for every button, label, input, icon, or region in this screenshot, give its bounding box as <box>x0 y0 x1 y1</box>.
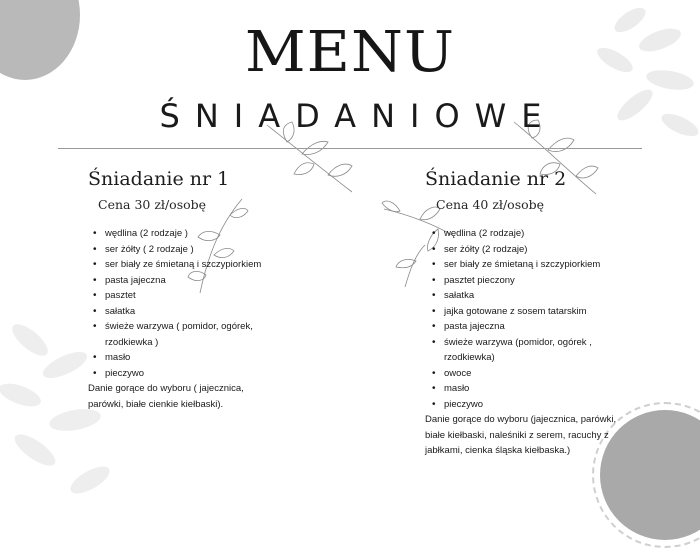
menu-item-list <box>431 226 631 412</box>
menu-section-title: Śniadanie nr 2 <box>425 168 567 190</box>
menu-subtitle: ŚNIADANIOWE <box>159 97 557 135</box>
breakfast-menu-1 <box>88 166 338 412</box>
menu-item-list <box>92 226 287 381</box>
list-item: • owoce <box>431 366 631 382</box>
price-label: Cena 30 zł/osobę <box>98 197 207 212</box>
list-item: • ser żółty ( 2 rodzaje ) <box>92 242 287 258</box>
list-item: • pasta jajeczna <box>431 319 631 335</box>
list-item: • pasztet pieczony <box>431 273 631 289</box>
list-item: • masło <box>431 381 631 397</box>
breakfast-menu-2 <box>425 166 665 459</box>
hot-dish-note: Danie gorące do wyboru (jajecznica, parówki, białe kiełbaski, naleśniki z serem, racuchy z jabłkami, cienka śląska kiełbaska.) <box>425 414 617 456</box>
price-label: Cena 40 zł/osobę <box>436 197 545 212</box>
list-item: • wędlina (2 rodzaje) <box>431 226 631 242</box>
list-item: • ser biały ze śmietaną i szczypiorkiem <box>92 257 287 273</box>
list-item: • sałatka <box>431 288 631 304</box>
list-item: • pieczywo <box>431 397 631 413</box>
hot-dish-note: Danie gorące do wyboru ( jajecznica, parówki, białe cienkie kiełbaski). <box>88 383 244 410</box>
list-item: • świeże warzywa (pomidor, ogórek , rzodkiewka) <box>431 335 631 366</box>
list-item: • ser żółty (2 rodzaje) <box>431 242 631 258</box>
list-item: • masło <box>92 350 287 366</box>
list-item: • wędlina (2 rodzaje ) <box>92 226 287 242</box>
list-item: • pasztet <box>92 288 287 304</box>
list-item: • pieczywo <box>92 366 287 382</box>
list-item: • pasta jajeczna <box>92 273 287 289</box>
list-item: • świeże warzywa ( pomidor, ogórek, rzodkiewka ) <box>92 319 287 350</box>
list-item: • sałatka <box>92 304 287 320</box>
menu-title: MENU <box>244 20 456 85</box>
menu-section-title: Śniadanie nr 1 <box>88 168 230 190</box>
list-item: • jajka gotowane z sosem tatarskim <box>431 304 631 320</box>
divider-line <box>58 148 642 149</box>
list-item: • ser biały ze śmietaną i szczypiorkiem <box>431 257 631 273</box>
